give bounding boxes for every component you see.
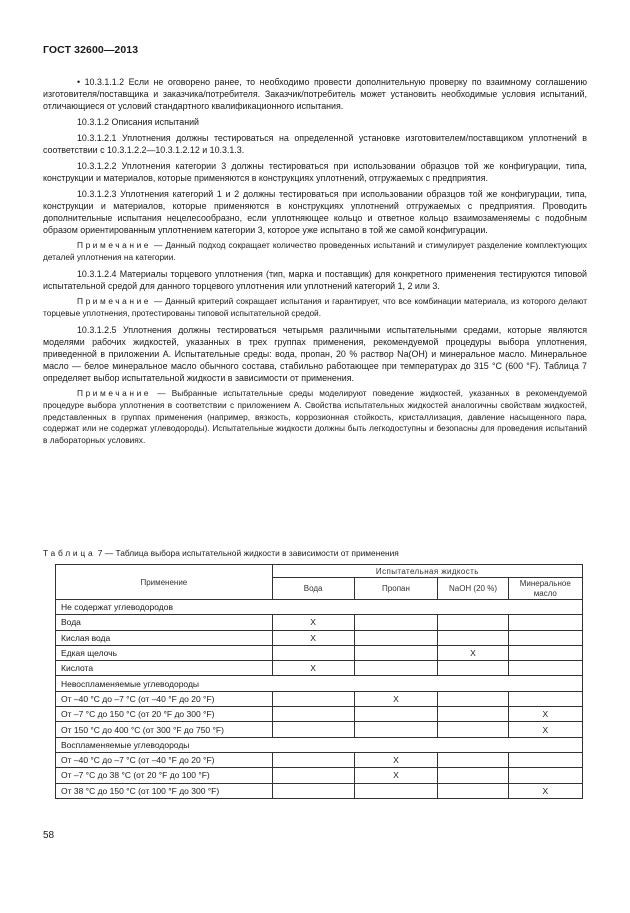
table-row: [56, 722, 583, 737]
body-paragraph: • 10.3.1.1.2 Если не оговорено ранее, то необходимо провести дополнительную проверку по взаимному соглашению изготовителя/поставщика и заказчика/потребителя. Заказчик/потребитель может установить необходимые условия испытаний, отличающиеся от условий стандартного квалификационного испытания.: [43, 77, 587, 111]
row-label: От 38 °С до 150 °С (от 100 °F до 300 °F): [56, 783, 273, 798]
column-header-propane: Пропан: [354, 578, 438, 600]
mark-cell: X: [508, 707, 582, 722]
row-label: Кислота: [56, 661, 273, 676]
mark-cell: [354, 661, 438, 676]
note-paragraph: [43, 240, 587, 263]
mark-cell: [272, 783, 354, 798]
note-paragraph: [43, 388, 587, 446]
table-row: [56, 645, 583, 660]
row-label: От –7 °С до 150 °С (от 20 °F до 300 °F): [56, 707, 273, 722]
body-paragraph: 10.3.1.2.3 Уплотнения категорий 1 и 2 должны тестироваться при использовании образцов той же конфигурации, типа, конструкции и материалов, которые применяются в конструкциях уплотнений отгружаемых с предприятия. Проводить дополнительные испытания нецелесообразно, если уплотняющее кольцо и ответное кольцо взаимозаменяемы с подобным образом ориентированным уплотнением категории 3, которое уже испытано в той же самой конфигурации.: [43, 189, 587, 235]
mark-cell: [508, 752, 582, 767]
document-body: [43, 76, 587, 451]
row-label: Едкая щелочь: [56, 645, 273, 660]
mark-cell: X: [272, 661, 354, 676]
mark-cell: [438, 615, 508, 630]
group-label: Воспламеняемые углеводороды: [56, 737, 583, 752]
table-caption-label: Таблица: [43, 548, 96, 558]
row-label: Вода: [56, 615, 273, 630]
row-label: От –40 °С до –7 °С (от –40 °F до 20 °F): [56, 752, 273, 767]
mark-cell: [508, 768, 582, 783]
mark-cell: X: [354, 691, 438, 706]
mark-cell: X: [508, 783, 582, 798]
table-row: [56, 783, 583, 798]
mark-cell: [272, 707, 354, 722]
note-text: — Данный критерий сокращает испытания и гарантирует, что все комбинации материала, из которого делают торцевые уплотнения, протестированы типовой испытательной средой.: [43, 296, 587, 318]
page-number: 58: [43, 830, 55, 841]
mark-cell: [438, 661, 508, 676]
mark-cell: X: [438, 645, 508, 660]
column-header-mineral-oil: Минеральное масло: [508, 578, 582, 600]
mark-cell: [508, 661, 582, 676]
table-row: [56, 768, 583, 783]
table-caption: [43, 548, 587, 558]
mark-cell: [354, 645, 438, 660]
mark-cell: [354, 783, 438, 798]
table-row: [56, 615, 583, 630]
table-group-row: [56, 737, 583, 752]
mark-cell: X: [354, 768, 438, 783]
body-paragraph: 10.3.1.2.5 Уплотнения должны тестироваться четырьмя различными испытательными средами, которые являются моделями рабочих жидкостей, указанных в трех группах применения, рекомендуемой процедуры выбора уплотнения, приведенной в приложении А. Испытательные среды: вода, пропан, 20 % раствор Na(OH) и минеральное масло. Минеральное масло — белое минеральное масло обычного состава, стабильно работающее при температурах до 315 °С (600 °F). Таблица 7 определяет выбор испытательной жидкости в зависимости от применения.: [43, 325, 587, 384]
mark-cell: [354, 722, 438, 737]
mark-cell: [272, 722, 354, 737]
mark-cell: [354, 615, 438, 630]
mark-cell: X: [272, 615, 354, 630]
table-row: [56, 707, 583, 722]
mark-cell: [438, 707, 508, 722]
mark-cell: [272, 768, 354, 783]
mark-cell: [272, 645, 354, 660]
mark-cell: X: [272, 630, 354, 645]
row-label: Кислая вода: [56, 630, 273, 645]
column-group-header-test-fluid: Испытательная жидкость: [272, 565, 582, 578]
table-body: [56, 600, 583, 799]
column-header-water: Вода: [272, 578, 354, 600]
mark-cell: X: [354, 752, 438, 767]
note-label: Примечание: [77, 240, 152, 250]
mark-cell: [508, 645, 582, 660]
mark-cell: [438, 630, 508, 645]
mark-cell: [438, 783, 508, 798]
mark-cell: [438, 691, 508, 706]
mark-cell: [508, 630, 582, 645]
mark-cell: [438, 722, 508, 737]
column-header-naoh: NaOH (20 %): [438, 578, 508, 600]
note-paragraph: [43, 296, 587, 319]
note-label: Примечание: [77, 388, 152, 399]
body-paragraph: 10.3.1.2.4 Материалы торцевого уплотнения (тип, марка и поставщик) для конкретного применения тестируются типовой испытательной средой для данного торцевого уплотнения или уплотнений категорий 1, 2 или 3.: [43, 269, 587, 292]
group-label: Не содержат углеводородов: [56, 600, 583, 615]
row-label: От –7 °С до 38 °С (от 20 °F до 100 °F): [56, 768, 273, 783]
table-group-row: [56, 676, 583, 691]
body-paragraph: 10.3.1.2.1 Уплотнения должны тестироваться на определенной установке изготовителем/поставщиком уплотнений в соответствии с 10.3.1.2.2—10.3.1.2.12 и 10.3.1.3.: [43, 133, 587, 155]
group-label: Невоспламеняемые углеводороды: [56, 676, 583, 691]
mark-cell: [354, 630, 438, 645]
table-group-row: [56, 600, 583, 615]
row-label: От 150 °С до 400 °С (от 300 °F до 750 °F): [56, 722, 273, 737]
mark-cell: [508, 615, 582, 630]
mark-cell: [438, 752, 508, 767]
document-header: ГОСТ 32600—2013: [43, 44, 139, 56]
row-label: От –40 °С до –7 °С (от –40 °F до 20 °F): [56, 691, 273, 706]
note-text: — Данный подход сокращает количество проведенных испытаний и стимулирует разделение комплектующих деталей уплотнения на категории.: [43, 240, 587, 262]
mark-cell: [354, 707, 438, 722]
mark-cell: [438, 768, 508, 783]
note-text: — Выбранные испытательные среды моделируют поведение жидкостей, указанных в рекомендуемой процедуре выбора уплотнения в соответствии с приложением А. Свойства испытательных жидкостей аналогичны свойствам жидкостей, представленных в группах применения (например, вязкость, коррозионная стойкость, кристаллизация, давление насыщенного пара, содержат или не содержат углеводороды). Испытательные жидкости должны быть легкодоступны и безопасны для проведения испытаний в лабораторных условиях.: [43, 388, 587, 445]
note-label: Примечание: [77, 296, 152, 307]
table-row: [56, 630, 583, 645]
table-caption-text: 7 — Таблица выбора испытательной жидкости в зависимости от применения: [95, 548, 399, 558]
mark-cell: [272, 691, 354, 706]
mark-cell: [508, 691, 582, 706]
table-row: [56, 661, 583, 676]
test-fluid-table: [55, 564, 583, 799]
table-row: [56, 752, 583, 767]
table-row: [56, 691, 583, 706]
body-paragraph: 10.3.1.2.2 Уплотнения категории 3 должны тестироваться при использовании образцов той же конфигурации, типа, конструкции и материалов, которые применяются в конструкциях уплотнений, отгружаемых с предприятия.: [43, 161, 587, 183]
mark-cell: [272, 752, 354, 767]
column-header-application: Применение: [56, 565, 273, 600]
mark-cell: X: [508, 722, 582, 737]
body-paragraph: 10.3.1.2 Описания испытаний: [77, 117, 200, 127]
